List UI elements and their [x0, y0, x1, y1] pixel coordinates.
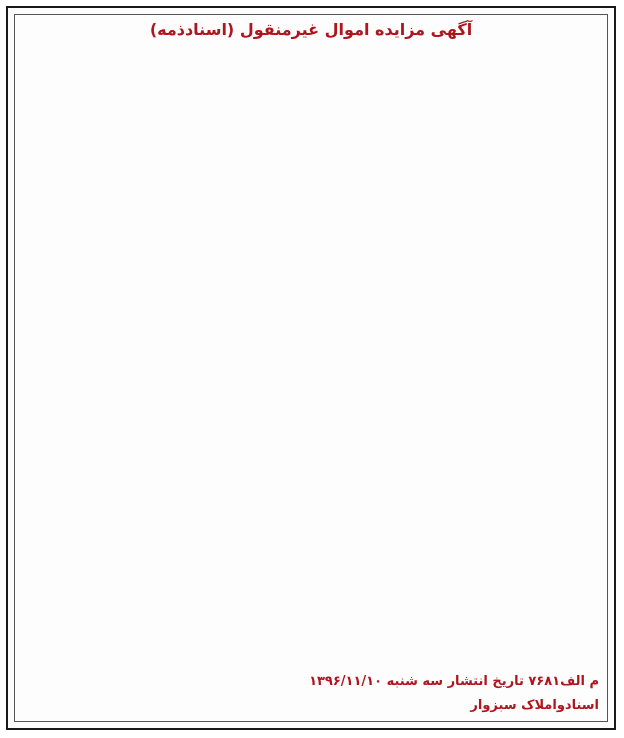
- notice-title: آگهی مزایده اموال غیرمنقول (اسنادذمه): [149, 20, 473, 39]
- notice-border: [14, 14, 608, 722]
- publication-line: م الف۷۶۸۱ تاریخ انتشار سه شنبه ۱۳۹۶/۱۱/۱۰: [309, 674, 599, 689]
- notice-body: [23, 49, 599, 661]
- auction-notice: [6, 6, 616, 730]
- issuing-office: اسنادواملاک سبزوار: [470, 698, 599, 713]
- notice-header: [15, 19, 607, 41]
